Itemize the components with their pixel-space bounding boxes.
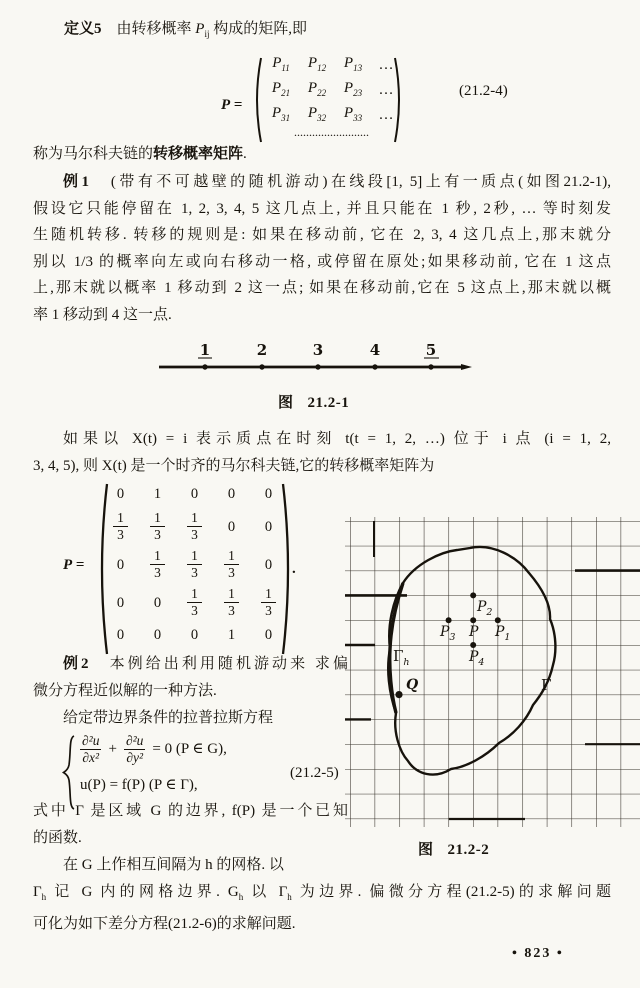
grid-point-dot-p1 bbox=[495, 617, 501, 623]
matrix-cell: 0 bbox=[116, 556, 125, 573]
label-p3: $P_3$ bbox=[440, 624, 456, 643]
matrix-row: $P_{21}$ $P_{22}$ $P_{23}$ … bbox=[271, 79, 392, 99]
paragraph-line: $\Gamma_h$ 记 G 内的网格边界. $G_h$ 以 $\Gamma_h$ 为边界. 偏微分方程(21.2-5)的求解问题 bbox=[33, 884, 611, 902]
matrix-cell: $\frac{1}{3}$ bbox=[176, 510, 213, 543]
point-dot-2 bbox=[259, 364, 264, 369]
point-label-2: 2 bbox=[256, 341, 268, 359]
label-p2: $P_2$ bbox=[477, 599, 493, 618]
plus-sign: + bbox=[108, 741, 117, 758]
matrix-cell: 0 bbox=[227, 486, 236, 502]
matrix-cell: 0 bbox=[153, 594, 162, 611]
xt-paragraph bbox=[33, 426, 611, 480]
paragraph-line: 如果以 X(t) = i 表示质点在时刻 t(t = 1, 2, …) 位于 i 点 (i = 1, 2, bbox=[63, 431, 611, 447]
grid-point-dot-p bbox=[470, 617, 476, 623]
partial-fraction-x: ∂²u ∂x² bbox=[82, 733, 100, 765]
paragraph-line: 例1 (带有不可越壁的随机游动)在线段[1, 5]上有一质点(如图21.2-1), bbox=[63, 174, 611, 190]
label-p4: $P_4$ bbox=[469, 649, 485, 668]
laplace-equation-row-1 bbox=[80, 733, 227, 766]
grid-point-dot-p3 bbox=[446, 617, 452, 623]
grid-point-dot-p4 bbox=[470, 642, 476, 648]
matrix-cell: 0 bbox=[227, 518, 236, 535]
matrix-p-walk bbox=[102, 483, 287, 646]
matrix-cell: 0 bbox=[264, 486, 273, 502]
closing-paragraph bbox=[33, 879, 611, 938]
matrix-row bbox=[102, 483, 287, 505]
caption-fig-word: 图 bbox=[418, 842, 434, 858]
matrix-cell: $\frac{1}{3}$ bbox=[213, 548, 250, 581]
matrix-p-period: . bbox=[292, 561, 296, 577]
figure-21-2-1-number-line bbox=[158, 338, 472, 378]
grid-point-dot-p2 bbox=[470, 592, 476, 598]
paragraph-line: 别以 1/3 的概率向左或向右移动一格, 或停留在原处;如果移动前, 它在 1 这点 bbox=[33, 253, 611, 270]
matrix-cell: 0 bbox=[190, 627, 199, 643]
equation-number-21-2-5: (21.2-5) bbox=[290, 765, 339, 781]
paragraph-line: 例2 本例给出利用随机游动来 求偏 bbox=[63, 656, 348, 672]
matrix-row bbox=[102, 624, 287, 646]
caption-fig-word: 图 bbox=[278, 395, 294, 411]
figure-2-caption bbox=[418, 837, 489, 864]
example-1-paragraph bbox=[33, 169, 611, 329]
label-q: Q bbox=[406, 677, 419, 693]
point-dot-3 bbox=[315, 364, 320, 369]
eq4-lhs: P = bbox=[221, 97, 243, 113]
matrix-cell: $\frac{1}{3}$ bbox=[176, 586, 213, 619]
boundary-condition-row: u(P) = f(P) (P ∈ Γ), bbox=[80, 777, 198, 793]
matrix-p-lhs: P = bbox=[63, 557, 85, 573]
paragraph-line: 3, 4, 5), 则 X(t) 是一个时齐的马尔科夫链,它的转移概率矩阵为 bbox=[33, 458, 435, 475]
page-number: • 823 • bbox=[512, 946, 564, 961]
paragraph-line: 上,那末就以概率 1 移动到 2 这一点; 如果在移动前,它在 5 这点上,那末就以概 bbox=[33, 280, 611, 297]
matrix-cell: $\frac{1}{3}$ bbox=[213, 586, 250, 619]
matrix-cell: $\frac{1}{3}$ bbox=[139, 548, 176, 581]
paragraph-line: 的函数. bbox=[33, 830, 82, 846]
eq4-left-paren bbox=[251, 55, 263, 145]
label-p: P bbox=[469, 624, 479, 640]
matrix-cell: 0 bbox=[264, 518, 273, 535]
caption-fig-number: 21.2-2 bbox=[447, 842, 490, 858]
paragraph-line: 式中 Γ 是区域 G 的边界, f(P) 是一个已知 bbox=[33, 803, 348, 819]
matrix-row bbox=[102, 548, 287, 581]
matrix-cell: 0 bbox=[264, 627, 273, 643]
matrix-cell: 0 bbox=[190, 486, 199, 502]
matrix-ellipsis-row: ························· bbox=[293, 128, 369, 142]
label-gamma: Γ bbox=[541, 676, 552, 694]
paragraph-line: 率 1 移动到 4 这一点. bbox=[33, 306, 172, 323]
caption-fig-number: 21.2-1 bbox=[307, 395, 350, 411]
example-2-paragraph bbox=[33, 651, 348, 732]
figure-1-caption bbox=[278, 390, 349, 417]
matrix-cell: 1 bbox=[153, 486, 162, 502]
matrix-cell: 0 bbox=[116, 486, 125, 502]
partial-fraction-y: $\frac{\text{∂²u}}{\text{∂y²}}$ bbox=[125, 733, 144, 765]
matrix-row: $P_{11}$ $P_{12}$ $P_{13}$ … bbox=[272, 54, 392, 74]
point-dot-5 bbox=[428, 364, 433, 369]
matrix-cell: $\frac{1}{3}$ bbox=[102, 510, 139, 543]
definition-5-line: 定义5 由转移概率 $P_{ij}$ 构成的矩阵,即 bbox=[64, 21, 307, 39]
paragraph-line: 可化为如下差分方程(21.2-6)的求解问题. bbox=[33, 916, 296, 932]
paragraph-line: 生随机转移. 转移的规则是: 如果在移动前, 它在 2, 3, 4 这几点上,那末就分 bbox=[33, 227, 611, 244]
matrix-cell: $\frac{1}{3}$ bbox=[176, 548, 213, 581]
paragraph-line: 在 G 上作相互间隔为 h 的网格. 以 bbox=[63, 857, 284, 873]
paragraph-line: 给定带边界条件的拉普拉斯方程 bbox=[63, 710, 274, 726]
matrix-cell: 1 bbox=[227, 627, 236, 643]
paragraph-line: 假设它只能停留在 1, 2, 3, 4, 5 这几点上, 并且只能在 1 秒, 2秒, … 等时刻发 bbox=[33, 200, 611, 217]
point-dot-4 bbox=[372, 364, 377, 369]
after-equation-text bbox=[33, 798, 348, 879]
equation-number-21-2-4: (21.2-4) bbox=[459, 83, 508, 99]
point-label-1: 1 bbox=[199, 341, 211, 359]
matrix-row: $P_{31}$ $P_{32}$ $P_{33}$ … bbox=[271, 104, 392, 124]
transition-matrix-general bbox=[263, 53, 399, 144]
matrix-cell: $\frac{1}{3}$ bbox=[139, 510, 176, 543]
boundary-point-dot-q bbox=[395, 691, 402, 698]
matrix-row bbox=[102, 586, 287, 619]
called-transition-matrix-line: 称为马尔科夫链的转移概率矩阵. bbox=[33, 146, 247, 162]
matrix-cell: 0 bbox=[116, 627, 125, 643]
point-label-3: 3 bbox=[312, 341, 324, 359]
label-p1: $P_1$ bbox=[495, 624, 511, 643]
matrix-cell: 0 bbox=[153, 627, 162, 643]
point-label-5: 5 bbox=[425, 341, 437, 359]
figure-21-2-2-grid bbox=[345, 517, 640, 829]
eq4-right-paren bbox=[393, 55, 405, 145]
matrix-cell: 0 bbox=[116, 594, 125, 611]
point-label-4: 4 bbox=[369, 341, 381, 359]
paragraph-line: 微分方程近似解的一种方法. bbox=[33, 683, 217, 699]
label-gamma-h: $\Gamma_h$ bbox=[393, 647, 410, 668]
equation-rhs: = 0 (P ∈ G), bbox=[152, 741, 227, 758]
matrix-cell: $\frac{1}{3}$ bbox=[250, 586, 287, 619]
matrix-cell: 0 bbox=[264, 556, 273, 573]
matrix-row bbox=[102, 510, 287, 543]
point-dot-1 bbox=[202, 364, 207, 369]
arrowhead-icon bbox=[461, 364, 472, 370]
